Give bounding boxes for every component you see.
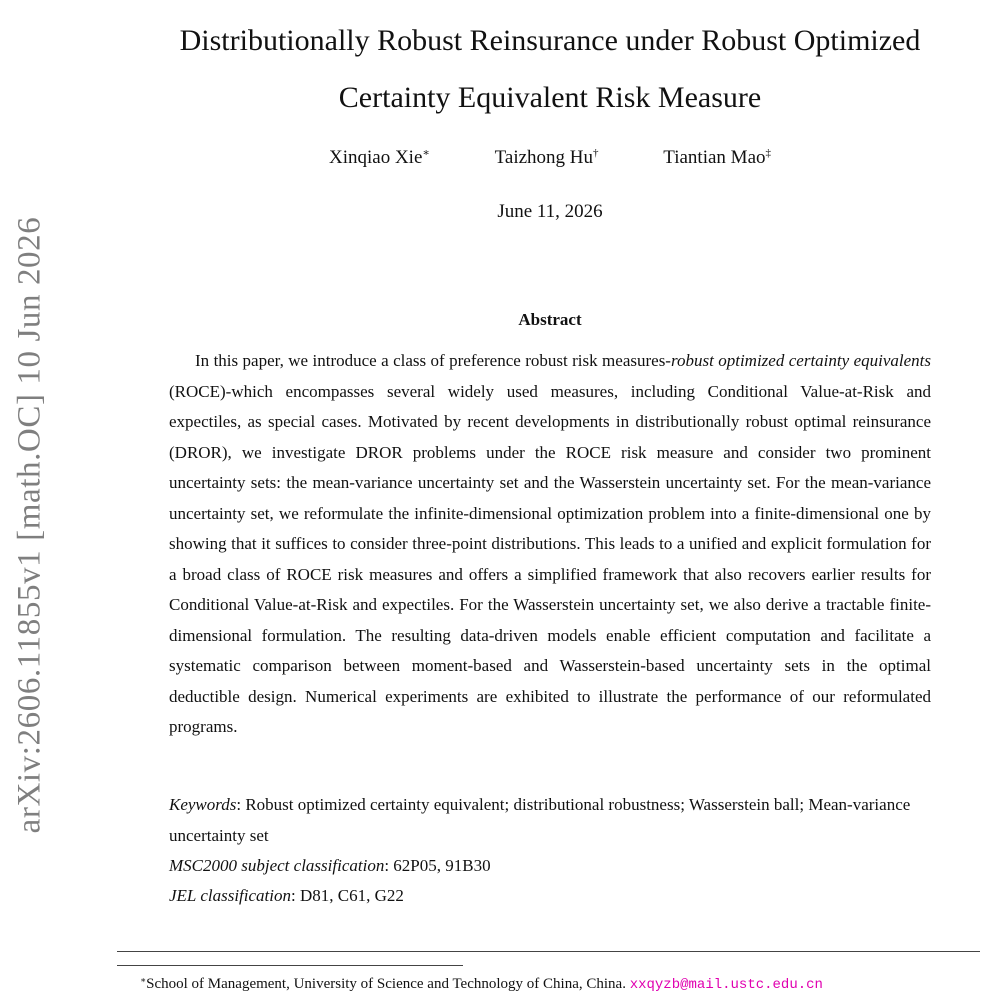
arxiv-sidebar <box>2 0 56 1000</box>
author-name: Tiantian Mao <box>663 147 766 168</box>
jel-classification <box>169 881 931 912</box>
author-footnote-mark[interactable]: † <box>593 147 599 159</box>
keywords <box>169 790 931 851</box>
footnote-mark: ∗ <box>140 975 147 985</box>
msc-classification <box>169 851 931 882</box>
keywords-value: : Robust optimized certainty equivalent; distributional robustness; Wasserstein ball; Mean-variance uncertainty set <box>169 795 911 845</box>
title-line-2: Certainty Equivalent Risk Measure <box>338 81 762 114</box>
author-name: Taizhong Hu <box>494 147 594 168</box>
page-divider <box>117 951 980 952</box>
author-item <box>663 147 771 169</box>
abstract-text-part-1: In this paper, we introduce a class of preference robust risk measures- <box>195 351 671 370</box>
author-item <box>495 147 599 169</box>
jel-value: : D81, C61, G22 <box>291 886 404 905</box>
abstract-text-part-2: (ROCE)-which encompasses several widely used measures, including Conditional Value-at-Risk and expectiles, as special cases. Motivated by recent developments in distributionally robust optimal reinsurance (DROR), we investigate DROR problems under the ROCE risk measure and consider two prominent uncertainty sets: the mean-variance uncertainty set and the Wasserstein uncertainty set. For the mean-variance uncertainty set, we reformulate the infinite-dimensional optimization problem into a finite-dimensional one by showing that it suffices to consider three-point distributions. This leads to a unified and explicit formulation for a broad class of ROCE risk measures and offers a simplified framework that also recovers earlier results for Conditional Value-at-Risk and expectiles. For the Wasserstein uncertainty set, we also derive a tractable finite-dimensional formulation. The resulting data-driven models enable efficient computation and facilitate a systematic comparison between moment-based and Wasserstein-based uncertainty sets in the optimal deductible design. Numerical experiments are exhibited to illustrate the performance of our reformulated programs. <box>169 381 931 736</box>
keywords-label: Keywords <box>169 795 237 814</box>
msc-value: : 62P05, 91B30 <box>384 856 491 875</box>
arxiv-identifier: arXiv:2606.11855v1 [math.OC] 10 Jun 2026 <box>11 216 48 834</box>
paper-title <box>120 12 980 126</box>
author-list <box>120 146 980 169</box>
jel-label: JEL classification <box>169 886 291 905</box>
author-footnote-mark[interactable]: ∗ <box>422 147 430 159</box>
abstract-emphasis: robust optimized certainty equivalents <box>670 351 931 370</box>
author-item <box>329 146 430 169</box>
paper-date: June 11, 2026 <box>497 201 603 222</box>
footnote <box>140 975 990 993</box>
footnote-text: School of Management, University of Science and Technology of China, China. <box>146 976 630 992</box>
msc-label: MSC2000 subject classification <box>169 856 385 875</box>
title-line-1: Distributionally Robust Reinsurance under Robust Optimized <box>179 24 921 57</box>
footnote-rule <box>117 965 463 966</box>
author-footnote-mark[interactable]: ‡ <box>765 147 771 159</box>
email-link[interactable]: xxqyzb@mail.ustc.edu.cn <box>629 977 823 993</box>
author-name: Xinqiao Xie <box>328 147 423 168</box>
abstract-text <box>169 346 931 743</box>
abstract-heading: Abstract <box>518 310 582 329</box>
